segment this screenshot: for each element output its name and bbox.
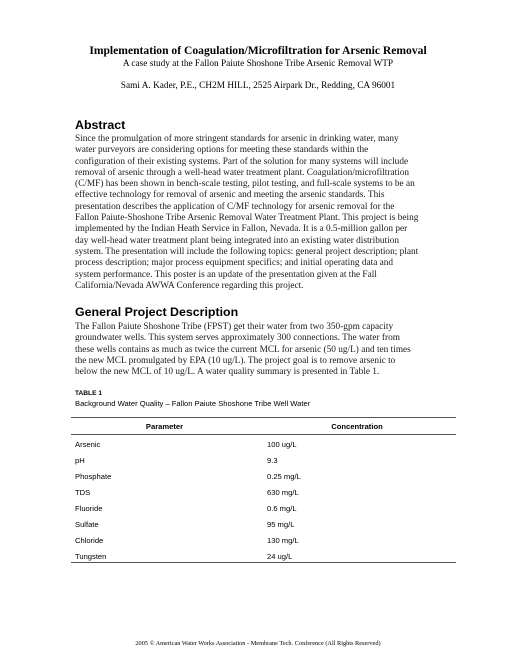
general-line: below the new MCL of 10 ug/L. A water quality summary is presented in Table 1. bbox=[75, 367, 380, 378]
concentration-cell: 100 ug/L bbox=[267, 440, 297, 449]
concentration-cell: 95 mg/L bbox=[267, 520, 295, 529]
abstract-line: system performance. This poster is an update of the presentation given at the Fall bbox=[75, 269, 377, 280]
parameter-cell: TDS bbox=[75, 488, 91, 497]
table-row bbox=[71, 502, 456, 518]
table-rule-header bbox=[71, 434, 456, 435]
abstract-line: day well-head water treatment plant being integrated into an existing water distribution bbox=[75, 235, 399, 246]
abstract-line: process description; major process equipment specifics; and initial operating data and bbox=[75, 258, 394, 269]
table-row bbox=[71, 518, 456, 534]
general-line: The Fallon Paiute Shoshone Tribe (FPST) get their water from two 350-gpm capacity bbox=[75, 322, 394, 332]
abstract-line: configuration of their existing systems. Part of the solution for many systems will include bbox=[75, 156, 409, 167]
parameter-cell: pH bbox=[75, 456, 85, 465]
abstract-line: implemented by the Indian Heath Service in Fallon, Nevada. It is a 0.5-million gallon per bbox=[75, 224, 408, 235]
abstract-line: water purveyors are considering options for meeting these standards within the bbox=[75, 145, 369, 156]
abstract-line: system. The presentation will include the following topics: general project description; plant bbox=[75, 246, 419, 257]
general-line: the new MCL promulgated by EPA (10 ug/L). The project goal is to remove arsenic to bbox=[75, 355, 396, 366]
abstract-line: removal of arsenic through a well-head water treatment plant. Coagulation/microfiltration bbox=[75, 167, 410, 178]
table-row bbox=[71, 454, 456, 470]
general-line: groundwater wells. This system serves approximately 300 connections. The water from bbox=[75, 333, 400, 344]
paper-title: Implementation of Coagulation/Microfiltration for Arsenic Removal bbox=[89, 44, 427, 57]
table-body bbox=[71, 438, 456, 566]
column-header-concentration: Concentration bbox=[331, 422, 383, 431]
table-row bbox=[71, 470, 456, 486]
abstract-paragraph bbox=[75, 134, 455, 292]
abstract-line: Since the promulgation of more stringent standards for arsenic in drinking water, many bbox=[75, 134, 399, 144]
table-row bbox=[71, 486, 456, 502]
parameter-cell: Phosphate bbox=[75, 472, 112, 481]
concentration-cell: 0.25 mg/L bbox=[267, 472, 301, 481]
table-label: TABLE 1 bbox=[75, 390, 102, 397]
parameter-cell: Arsenic bbox=[75, 440, 101, 449]
abstract-line: effective technology for removal of arsenic and meeting the arsenic standards. This bbox=[75, 190, 385, 201]
column-header-parameter: Parameter bbox=[145, 422, 184, 431]
abstract-line: (C/MF) has been shown in bench-scale testing, pilot testing, and full-scale systems to be an bbox=[75, 179, 415, 190]
abstract-line: presentation describes the application of C/MF technology for arsenic removal for the bbox=[75, 201, 395, 212]
abstract-line: California/Nevada AWWA Conference regarding this project. bbox=[75, 280, 304, 291]
author-line: Sami A. Kader, P.E., CH2M HILL, 2525 Airpark Dr., Redding, CA 96001 bbox=[120, 81, 396, 91]
table-row bbox=[71, 534, 456, 550]
general-description-paragraph bbox=[75, 322, 455, 378]
table-caption: Background Water Quality – Fallon Paiute Shoshone Tribe Well Water bbox=[75, 399, 311, 408]
concentration-cell: 0.6 mg/L bbox=[267, 504, 297, 513]
table-row bbox=[71, 550, 456, 566]
general-line: these wells contains as much as twice the current MCL for arsenic (50 ug/L) and ten times bbox=[75, 344, 411, 355]
concentration-cell: 24 ug/L bbox=[267, 552, 293, 561]
paper-subtitle: A case study at the Fallon Paiute Shoshone Tribe Arsenic Removal WTP bbox=[122, 59, 394, 69]
general-description-heading: General Project Description bbox=[75, 305, 239, 319]
concentration-cell: 630 mg/L bbox=[267, 488, 299, 497]
parameter-cell: Fluoride bbox=[75, 504, 103, 513]
abstract-heading: Abstract bbox=[75, 118, 126, 132]
concentration-cell: 130 mg/L bbox=[267, 536, 299, 545]
parameter-cell: Sulfate bbox=[75, 520, 99, 529]
table-rule-top bbox=[71, 417, 456, 418]
parameter-cell: Tungsten bbox=[75, 552, 107, 561]
table-row bbox=[71, 438, 456, 454]
parameter-cell: Chloride bbox=[75, 536, 104, 545]
table-rule-bottom bbox=[71, 562, 456, 563]
concentration-cell: 9.3 bbox=[267, 456, 278, 465]
abstract-line: Fallon Paiute-Shoshone Tribe Arsenic Removal Water Treatment Plant. This project is being bbox=[75, 213, 419, 224]
copyright-footer: 2005 © American Water Works Association - Membrane Tech. Conference (All Rights Reserved) bbox=[135, 640, 381, 647]
